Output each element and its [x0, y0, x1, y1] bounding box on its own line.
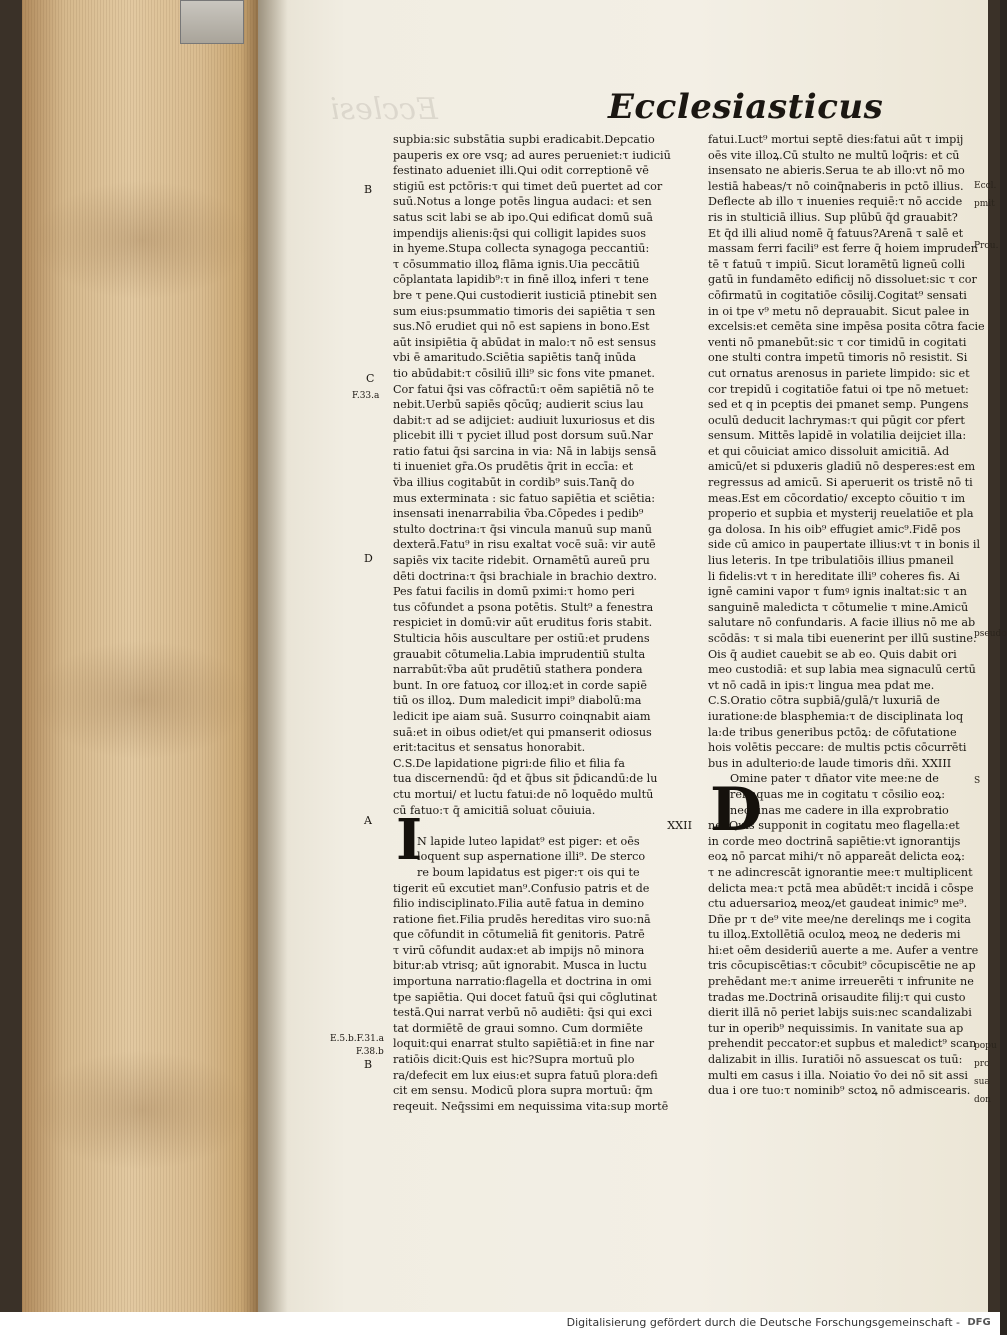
edge-note: pseudo — [974, 629, 1007, 639]
text-line: ctu aduersarioꝝ meoꝝ/et gaudeat inimic⁹ me⁹. — [708, 897, 968, 911]
text-line: sus.Nō erudiet qui nō est sapiens in bono.Est — [393, 320, 650, 334]
text-line: ctu mortui/ et luctu fatui:de nō loquēdo multū — [393, 787, 654, 801]
text-line: filio indisciplinato.Filia autē fatua in demino — [393, 897, 645, 911]
text-line: cōfirmatū in cogitatiōe cōsilij.Cogitat⁹ sensati — [708, 288, 967, 302]
text-line: eoꝝ nō parcat mihi/τ nō appareāt delicta eoꝝ: — [708, 850, 965, 864]
edge-note: pro — [974, 1059, 990, 1069]
text-line: sanguinē maledicta τ cōtumelie τ mine.Amicū — [708, 600, 969, 614]
text-line: one stulti contra impetū timoris nō resistit. Si — [708, 351, 968, 365]
text-line: oculū deducit lachrymas:τ qui pūgit cor pfert — [708, 413, 965, 427]
text-line: Stulticia hōis auscultare per ostiū:et prudens — [393, 632, 650, 645]
text-column-left — [393, 132, 698, 1114]
text-line: tē τ fatuū τ impiū. Sicut loramētū ligneū colli — [708, 257, 965, 271]
text-line: supbia:sic substātia supbi eradicabit.Depcatio — [393, 133, 655, 146]
gutter-shadow — [258, 0, 288, 1312]
text-line: oēs vite illoꝝ.Cū stulto ne multū loq̄ris: et cū — [708, 148, 960, 162]
text-line: cut ornatus arenosus in pariete limpido: sic et — [708, 366, 970, 380]
text-line: testā.Qui narrat verbū nō audiēti: q̄si qui exci — [393, 1006, 653, 1020]
text-line: prehendit peccator:et supbus et maledict⁹ scan — [708, 1037, 977, 1051]
text-line: erit:tacitus et sensatus honorabit. — [393, 741, 586, 755]
text-line: loquent sup aspernatione illi⁹. De sterco — [417, 850, 646, 864]
text-line: hi:et oēm desideriū auerte a me. Aufer a ventre — [708, 943, 979, 957]
text-line: tiū os illoꝝ. Dum maledicit impi⁹ diabolū:ma — [393, 694, 642, 708]
text-line: ne. Quis supponit in cogitatu meo flagella:et — [708, 819, 960, 833]
initial-letter-i: I — [396, 807, 423, 873]
show-through-text: Ecclesi — [330, 92, 438, 127]
text-line: nec finas me cadere in illa exprobratio — [730, 803, 949, 817]
text-line: fatui.Luct⁹ mortui septē dies:fatui aūt τ impij — [708, 133, 964, 146]
text-line: relinquas me in cogitatu τ cōsilio eoꝝ: — [730, 787, 946, 801]
text-line: ratione fiet.Filia prudēs hereditas viro suo:nā — [393, 912, 651, 926]
text-line: ra/defecit em lux eius:et supra fatuū plora:defi — [393, 1068, 658, 1082]
edge-note: don — [974, 1095, 991, 1105]
initial-letter-d: D — [710, 775, 763, 845]
margin-letter-c: C — [366, 372, 375, 385]
text-line: delicta mea:τ pctā mea abūdēt:τ incidā i cōspe — [708, 881, 974, 895]
text-line: dalizabit in illis. Iuratiōi nō assuescat os tuū: — [708, 1053, 963, 1067]
text-line: scōdās: τ si mala tibi euenerint per illū sustine. — [708, 632, 977, 645]
text-line: ti inueniet gr̄a.Os prudētis q̄rit in eccīa: et — [393, 460, 634, 474]
text-line: properio et supbia et mysterij reuelatiōe et pla — [708, 507, 974, 521]
text-line: multi em casus i illa. Noiatio v̄o dei nō sit assi — [708, 1068, 968, 1082]
edge-note: sua — [974, 1077, 990, 1087]
text-line: tus cōfundet a psona potētis. Stult⁹ a fenestra — [393, 600, 654, 614]
text-line: plicebit illi τ pyciet illud post dorsum suū.Nar — [393, 429, 653, 443]
text-line: stigiū est pctōris:τ qui timet deū puertet ad cor — [393, 179, 663, 193]
text-line: insensati inenarrabilia v̄ba.Cōpedes i pedib⁹ — [393, 507, 644, 521]
text-line: tigerit eū excutiet man⁹.Confusio patris et de — [393, 881, 650, 895]
text-line: dexterā.Fatu⁹ in risu exaltat vocē suā: vir autē — [393, 538, 656, 552]
text-line: in corde meo doctrinā sapiētie:vt ignorantijs — [708, 834, 961, 848]
text-line: hois volētis peccare: de multis pctis cōcurrēti — [708, 741, 967, 755]
text-line: Pes fatui facilis in domū pximi:τ homo peri — [393, 585, 635, 599]
text-line: cit em sensu. Modicū plora supra mortuū: q̄m — [393, 1084, 653, 1098]
text-line: in oi tpe v⁹ metu nō deprauabit. Sicut palee in — [708, 304, 970, 318]
paper-tab — [180, 0, 244, 44]
text-line: ris in stulticiā illius. Sup plūbū q̄d grauabit? — [708, 210, 958, 224]
text-line: bre τ pene.Qui custodierit iusticiā ptinebit sen — [393, 288, 657, 302]
text-line: meas.Est em cōcordatio/ excepto cōuitio τ im — [708, 491, 966, 505]
margin-letter-b-lower: B — [364, 1058, 373, 1071]
footer-bar — [0, 1312, 1000, 1335]
text-line: regressus ad amicū. Si aperuerit os tristē nō ti — [708, 476, 973, 490]
text-line: in hyeme.Stupa collecta synagoga peccantiū: — [393, 242, 650, 256]
text-line: reqeuit. Neq̄ssimi em nequissima vita:sup mortē — [393, 1099, 669, 1113]
text-line: sed et q in pceptis dei pmanet semp. Pungens — [708, 398, 969, 412]
chapter-numeral: XXII — [667, 819, 692, 833]
text-line: vt nō cadā in ipis:τ lingua mea pdat me. — [708, 678, 935, 692]
text-line: sum eius:psummatio timoris dei sapiētia τ sen — [393, 304, 656, 318]
text-line: tris cōcupiscētias:τ cōcubit⁹ cōcupiscētie ne ap — [708, 959, 976, 973]
text-line: tur in operib⁹ nequissimis. In vanitate sua ap — [708, 1021, 964, 1035]
text-line: narrabūt:v̄ba aūt prudētiū stathera pondera — [393, 663, 643, 677]
edge-note: Eccl. — [974, 181, 997, 191]
text-line: que cōfundit in cōtumeliā fit genitoris. Patrē — [393, 928, 645, 942]
text-line: Deflecte ab illo τ inuenies requiē:τ nō accide — [708, 195, 963, 209]
text-line: ignē camini vapor τ fumꝰ ignis inaltat:sic τ an — [708, 585, 967, 599]
text-line: C.S.Oratio cōtra supbiā/gulā/τ luxuriā de — [708, 694, 940, 708]
text-line: gatū in fundamēto edificij nō dissoluet:sic τ cor — [708, 273, 977, 287]
margin-reference-lower-2: F.38.b — [356, 1047, 384, 1057]
text-line: τ virū cōfundit audax:et ab impijs nō minora — [393, 943, 645, 957]
text-line: festinato adueniet illi.Qui odit correptionē vē — [393, 164, 649, 178]
text-line: v̄ba illius cogitabūt in cordib⁹ suis.Tanq̄ do — [393, 476, 635, 490]
text-line: li fidelis:vt τ in hereditate illi⁹ coheres fis. Ai — [708, 569, 960, 583]
text-line: cōplantata lapidib⁹:τ in finē illoꝝ inferi τ tene — [393, 273, 649, 287]
text-line: Ois q̄ audiet cauebit se ab eo. Quis dabit ori — [708, 647, 957, 661]
text-line: τ cōsummatio illoꝝ flāma ignis.Uia peccātiū — [393, 257, 640, 271]
text-line: suā:et in oibus odiet/et qui pmanserit odiosus — [393, 725, 652, 739]
text-line: amicū/et si pduxeris gladiū nō desperes:est em — [708, 460, 976, 474]
text-line: la:de tribus generibus pctōꝝ: de cōfutatione — [708, 725, 957, 739]
text-line: stulto doctrina:τ q̄si vincula manuū sup manū — [393, 522, 653, 536]
text-line: loquit:qui enarrat stulto sapiētiā:et in fine nar — [393, 1037, 655, 1051]
text-line: meo custodiā: et sup labia mea signaculū certū — [708, 663, 976, 677]
edge-note: pmit — [974, 199, 995, 209]
text-line: satus scit labi se ab ipo.Qui edificat domū suā — [393, 210, 653, 224]
text-line: tua discernendū: q̄d et q̄bus sit p̄dicandū:de lu — [393, 772, 658, 786]
text-line: Et q̄d illi aliud nomē q̄ fatuus?Arenā τ salē et — [708, 226, 964, 240]
text-line: dēti doctrina:τ q̄si brachiale in brachio dextro. — [393, 569, 657, 583]
text-line: ledicit ipe aiam suā. Susurro coinqnabit aiam — [393, 709, 651, 723]
text-line: pauperis ex ore vsq; ad aures perueniet:τ iudiciū — [393, 148, 671, 162]
funding-notice: Digitalisierung gefördert durch die Deutsche Forschungsgemeinschaft - — [566, 1316, 960, 1329]
text-line: et qui cōuiciat amico dissoluit amicitiā. Ad — [708, 444, 950, 458]
text-line: Dñe pr τ de⁹ vite mee/ne derelinqs me i cogita — [708, 912, 971, 926]
text-line: vbi ē amaritudo.Sciētia sapiētis tanq̄ inūda — [393, 351, 637, 365]
text-line: tio abūdabit:τ cōsiliū illi⁹ sic fons vite pmanet. — [393, 366, 655, 380]
text-line: lius leteris. In tpe tribulatiōis illius pmaneil — [708, 554, 954, 568]
text-line: dierit illā nō periet labijs suis:nec scandalizabi — [708, 1006, 972, 1020]
text-line: τ ne adincrescāt ignorantie mee:τ multiplicent — [708, 865, 973, 879]
text-line: bunt. In ore fatuoꝝ cor illoꝝ:et in corde sapiē — [393, 678, 647, 692]
text-line: grauabit cōtumelia.Labia imprudentiū stulta — [393, 647, 646, 661]
text-line: excelsis:et cemēta sine impēsa posita cōtra facie — [708, 320, 985, 334]
text-line: ga dolosa. In his oib⁹ effugiet amic⁹.Fidē pos — [708, 522, 961, 536]
text-line: prehēdant me:τ anime irreuerēti τ infrunite ne — [708, 975, 974, 989]
margin-letter-d: D — [364, 552, 373, 565]
text-line: cor trepidū i cogitatiōe fatui oi tpe nō metuet: — [708, 382, 969, 396]
text-line: dabit:τ ad se adijciet: audiuit luxuriosus et dis — [393, 413, 655, 427]
text-line: sensum. Mittēs lapidē in volatilia deijciet illa: — [708, 429, 967, 443]
text-line: tat dormiētē de graui somno. Cum dormiēte — [393, 1021, 643, 1035]
text-line: lestiā habeas/τ nō coinq̄naberis in pctō illius. — [708, 179, 964, 193]
text-line: respiciet in domū:vir aūt eruditus foris stabit. — [393, 616, 653, 630]
text-line: nebit.Uerbū sapiēs qōcūq; audierit scius lau — [393, 398, 644, 412]
text-line: re boum lapidatus est piger:τ ois qui te — [417, 865, 640, 879]
text-line: N lapide luteo lapidat⁹ est piger: et oēs — [417, 834, 640, 848]
text-line: dua i ore tuo:τ nominib⁹ sctoꝝ nō admiscearis. — [708, 1084, 971, 1098]
text-line: side cū amico in paupertate illius:vt τ in bonis il — [708, 538, 981, 552]
margin-letter-a: A — [364, 814, 372, 827]
running-head: Ecclesiasticus — [608, 87, 884, 127]
text-line: aūt insipiētia q̄ abūdat in malo:τ nō est sensus — [393, 335, 656, 349]
text-line: bitur:ab vtrisq; aūt ignorabit. Musca in luctu — [393, 959, 647, 973]
text-line: tu illoꝝ.Extollētiā oculoꝝ meoꝝ ne dederis mi — [708, 928, 961, 942]
text-line: suū.Notus a longe potēs lingua audaci: et sen — [393, 195, 652, 209]
text-line: mus exterminata : sic fatuo sapiētia et sciētia: — [393, 491, 656, 505]
text-line: Cor fatui q̄si vas cōfractū:τ oēm sapiētiā nō te — [393, 382, 655, 396]
edge-note: S — [974, 776, 981, 786]
book-fore-edge — [22, 0, 262, 1312]
edge-note: Prou. — [974, 241, 999, 251]
text-line: venti nō pmanebūt:sic τ cor timidū in cogitati — [708, 335, 967, 349]
text-line: tpe sapiētia. Qui docet fatuū q̄si qui cōglutinat — [393, 990, 658, 1004]
text-line: iuratione:de blasphemia:τ de disciplinata loq — [708, 709, 964, 723]
text-line: C.S.De lapidatione pigri:de filio et filia fa — [393, 756, 625, 770]
margin-letter-b-upper: B — [364, 183, 373, 196]
margin-reference-c: F.33.a — [352, 391, 380, 401]
text-line: ratiōis dicit:Quis est hic?Supra mortuū plo — [393, 1053, 635, 1067]
text-line: massam ferri facili⁹ est ferre q̄ hoiem impruden — [708, 242, 978, 256]
dfg-logo: DFG — [967, 1317, 991, 1328]
text-line: cū fatuo:τ q̄ amicitiā soluat cōuiuia. — [393, 803, 596, 817]
text-line: tradas me.Doctrinā orisaudite filij:τ qui custo — [708, 990, 966, 1004]
text-line: importuna narratio:flagella et doctrina in omi — [393, 975, 652, 989]
text-line: salutare nō confundaris. A facie illius nō me ab — [708, 616, 976, 630]
text-line: ratio fatui q̄si sarcina in via: Nā in labijs sensā — [393, 444, 657, 458]
edge-note: popu — [974, 1041, 997, 1051]
text-line: insensato ne abieris.Serua te ab illo:vt nō mo — [708, 164, 965, 178]
text-line: impendijs alienis:q̄si qui colligit lapides suos — [393, 226, 646, 240]
margin-reference-lower: E.5.b.F.31.a — [330, 1034, 385, 1044]
text-line: bus in adulterio:de laude timoris dñi. XXIII — [708, 756, 952, 770]
text-line: sapiēs vix tacite ridebit. Ornamētū aureū pru — [393, 554, 650, 568]
text-line: Omine pater τ dn̄ator vite mee:ne de — [730, 772, 939, 786]
